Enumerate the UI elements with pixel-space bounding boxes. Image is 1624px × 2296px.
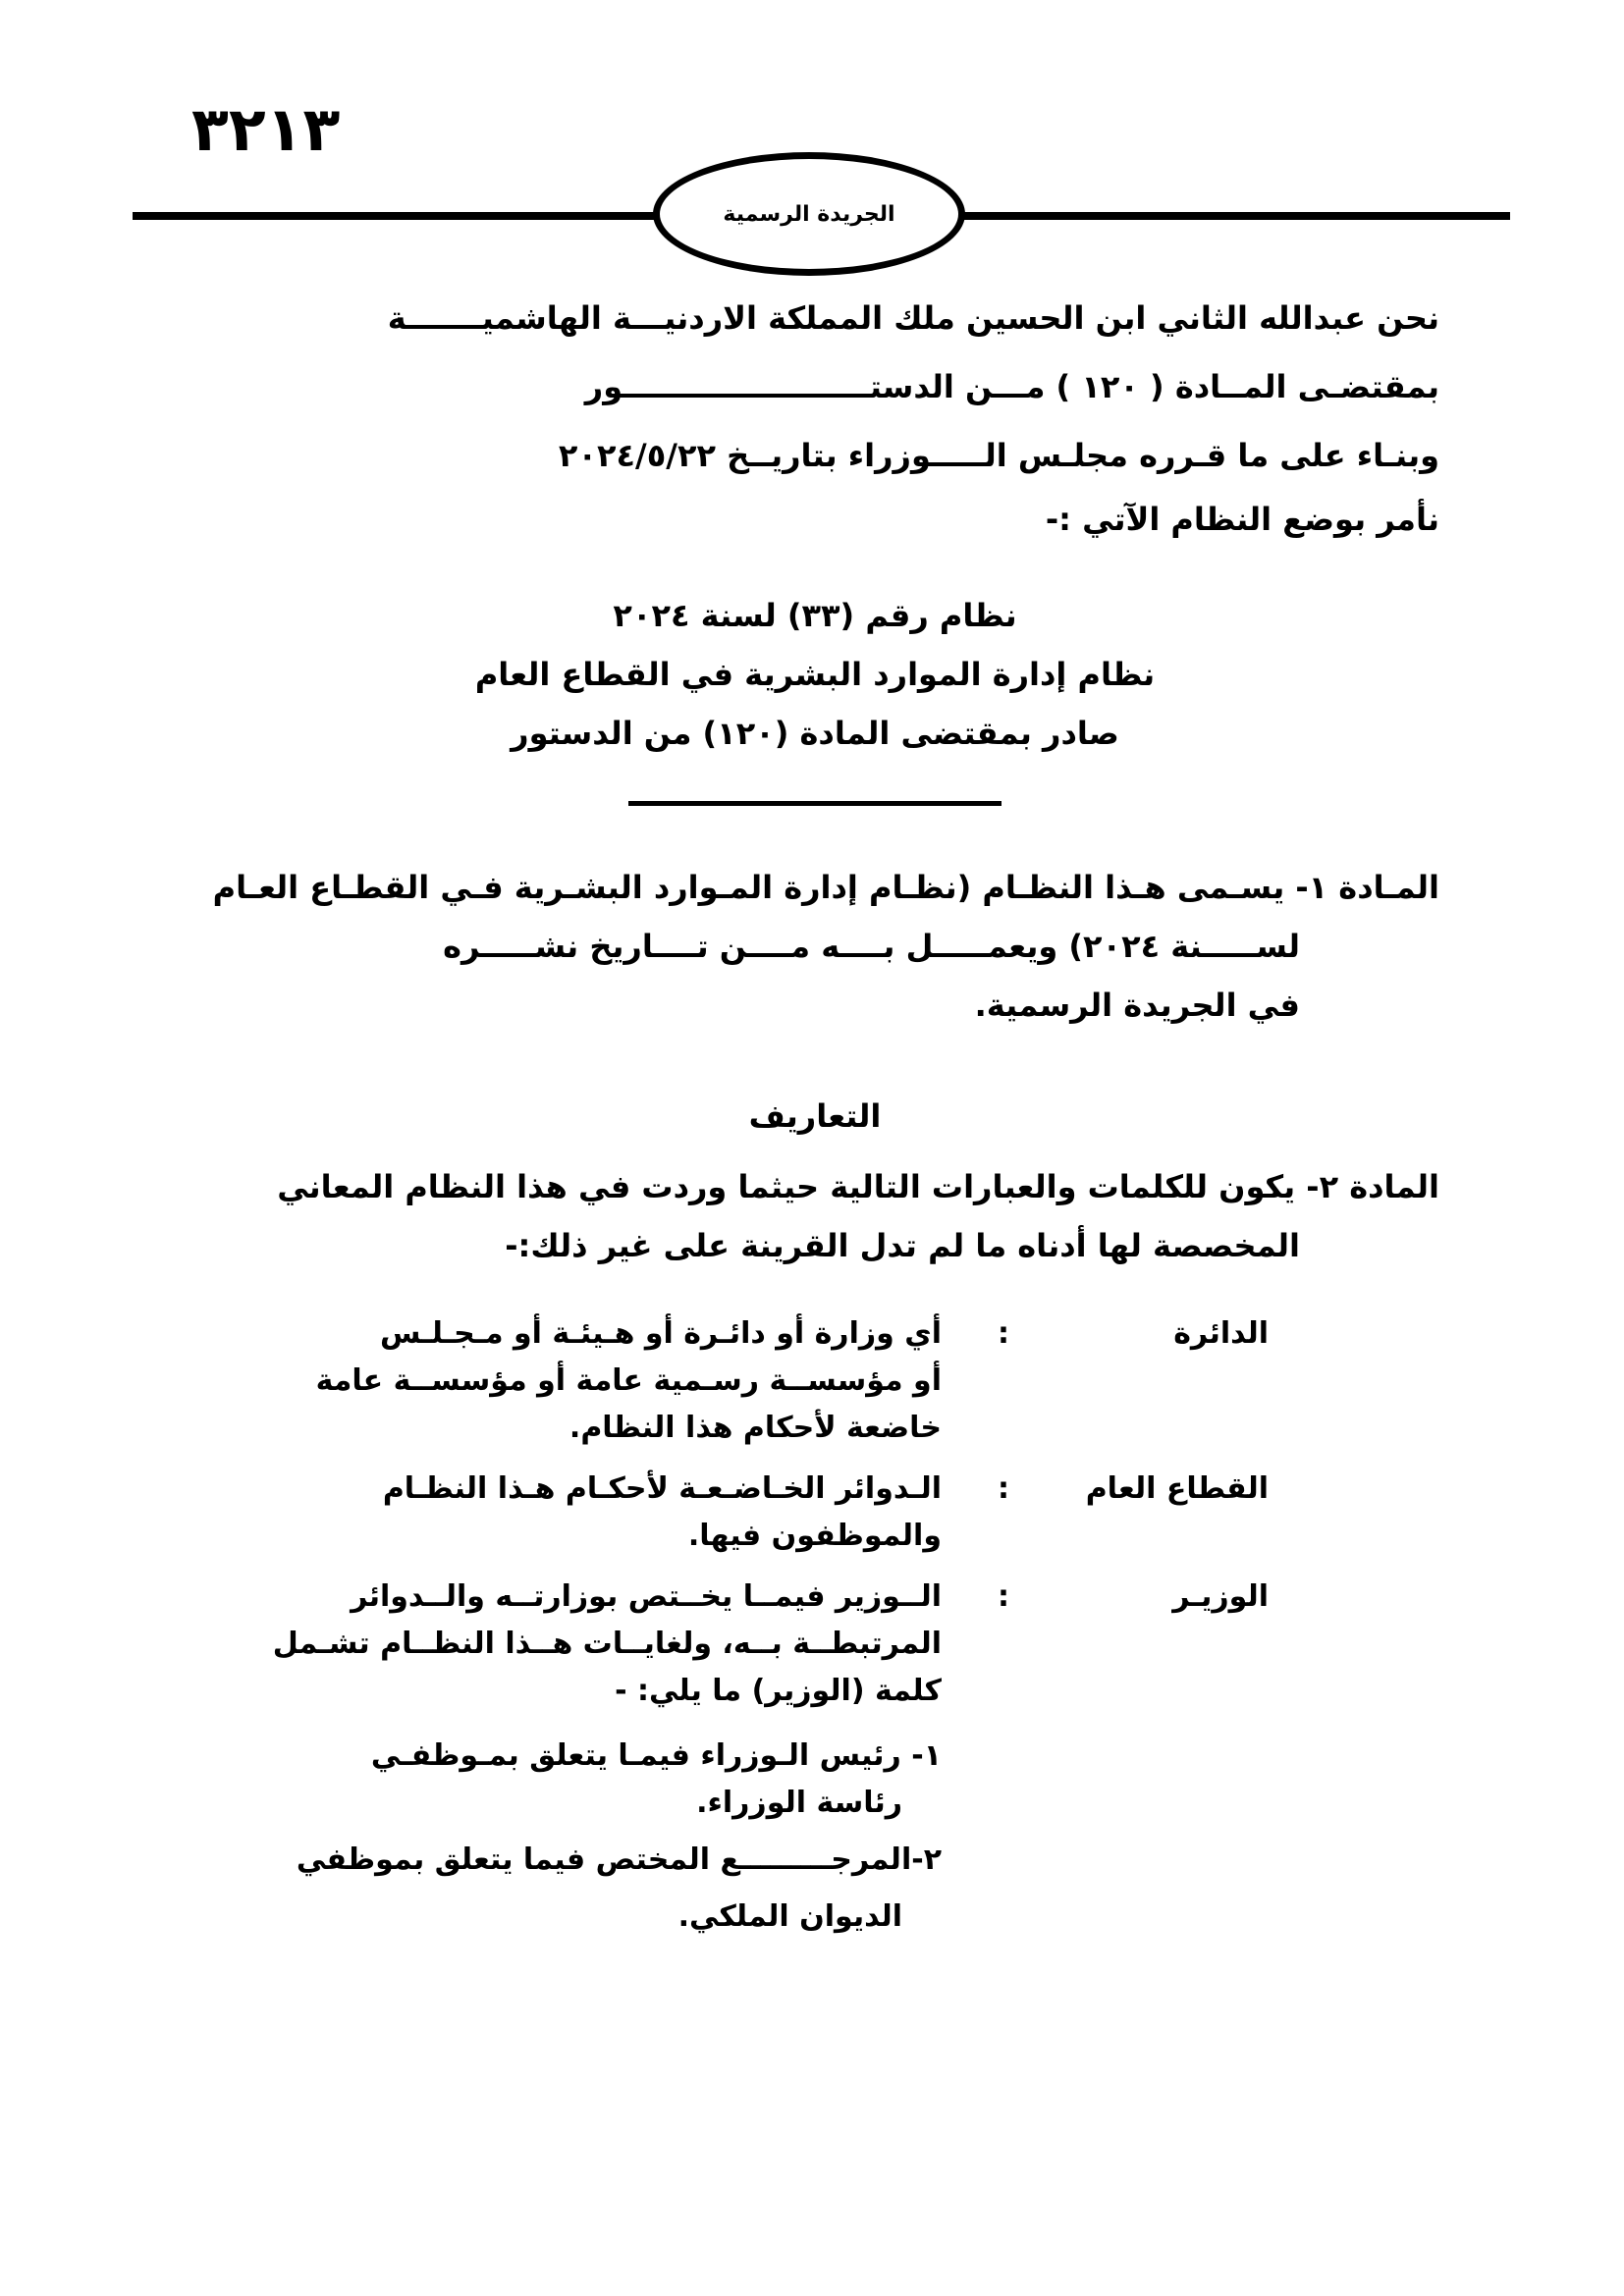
definition-text-line: خاضعة لأحكام هذا النظام. <box>568 1411 942 1445</box>
gazette-emblem-oval <box>653 152 965 276</box>
title-rule <box>628 801 1001 806</box>
definition-text-line: أي وزارة أو دائـرة أو هـيئـة أو مـجـلـس <box>379 1316 942 1351</box>
definition-text-line: كلمة (الوزير) ما يلي: - <box>615 1674 942 1708</box>
definition-colon: : <box>998 1316 1009 1351</box>
definition-term-department: الدائرة <box>1173 1316 1269 1351</box>
minister-list-item-2: ٢-المرجـــــــــع المختص فيما يتعلق بموظفي <box>296 1842 942 1877</box>
definition-colon: : <box>998 1579 1009 1614</box>
definition-text-line: والموظفون فيها. <box>687 1519 942 1553</box>
definition-text-line: الـدوائر الخـاضـعـة لأحكـام هـذا النظـام <box>382 1471 942 1506</box>
preamble-line-3: وبنـاء على ما قـرره مجلـس الـــــوزراء بتاريــخ ٢٠٢٤/٥/٢٢ <box>558 437 1439 474</box>
article-2-line-2: المخصصة لها أدناه ما لم تدل القرينة على غير ذلك:- <box>505 1227 1300 1264</box>
preamble-line-2: بمقتضـى المــادة ( ١٢٠ ) مـــن الدستـــــــــــــــــــــــور <box>584 368 1439 405</box>
definition-text-line: المرتبطــة بــه، ولغايــات هــذا النظــام تشـمل <box>272 1627 942 1661</box>
minister-list-item-1-cont: رئاسة الوزراء. <box>696 1786 902 1820</box>
regulation-authority: صادر بمقتضى المادة (١٢٠) من الدستور <box>511 715 1119 752</box>
preamble-line-1: نحن عبدالله الثاني ابن الحسين ملك المملكة الاردنيـــة الهاشميـــــــة <box>387 299 1439 337</box>
article-1-line-2: لســـــنة ٢٠٢٤) ويعمـــــل بــــه مــــن تــــاريخ نشـــــره <box>443 928 1300 965</box>
gazette-name: الجريدة الرسمية <box>723 201 895 227</box>
definitions-heading: التعاريف <box>748 1097 882 1135</box>
regulation-name: نظام إدارة الموارد البشرية في القطاع العام <box>474 656 1156 693</box>
definition-term-minister: الوزيـر <box>1172 1579 1269 1614</box>
article-2-line-1: المادة ٢- يكون للكلمات والعبارات التالية حيثما وردت في هذا النظام المعاني <box>277 1168 1439 1205</box>
minister-list-item-2-cont: الديوان الملكي. <box>677 1899 902 1934</box>
page-number: ٣٢١٣ <box>191 93 341 165</box>
definition-term-public-sector: القطاع العام <box>1085 1471 1269 1506</box>
definition-text-line: الــوزير فيمــا يخــتص بوزارتــه والــدوائر <box>351 1579 942 1614</box>
regulation-number: نظام رقم (٣٣) لسنة ٢٠٢٤ <box>613 597 1017 634</box>
definition-colon: : <box>998 1471 1009 1506</box>
minister-list-item-1: ١- رئيس الـوزراء فيمـا يتعلق بمـوظفـي <box>370 1738 942 1773</box>
article-1-line-3: في الجريدة الرسمية. <box>974 987 1300 1024</box>
article-1-line-1: المـادة ١- يسـمى هـذا النظـام (نظـام إدارة المـوارد البشـرية فـي القطـاع العـام <box>212 869 1439 906</box>
preamble-line-4: نأمر بوضع النظام الآتي :- <box>1045 501 1439 538</box>
definition-text-line: أو مؤسســة رسـمية عامة أو مؤسســة عامة <box>315 1363 942 1398</box>
